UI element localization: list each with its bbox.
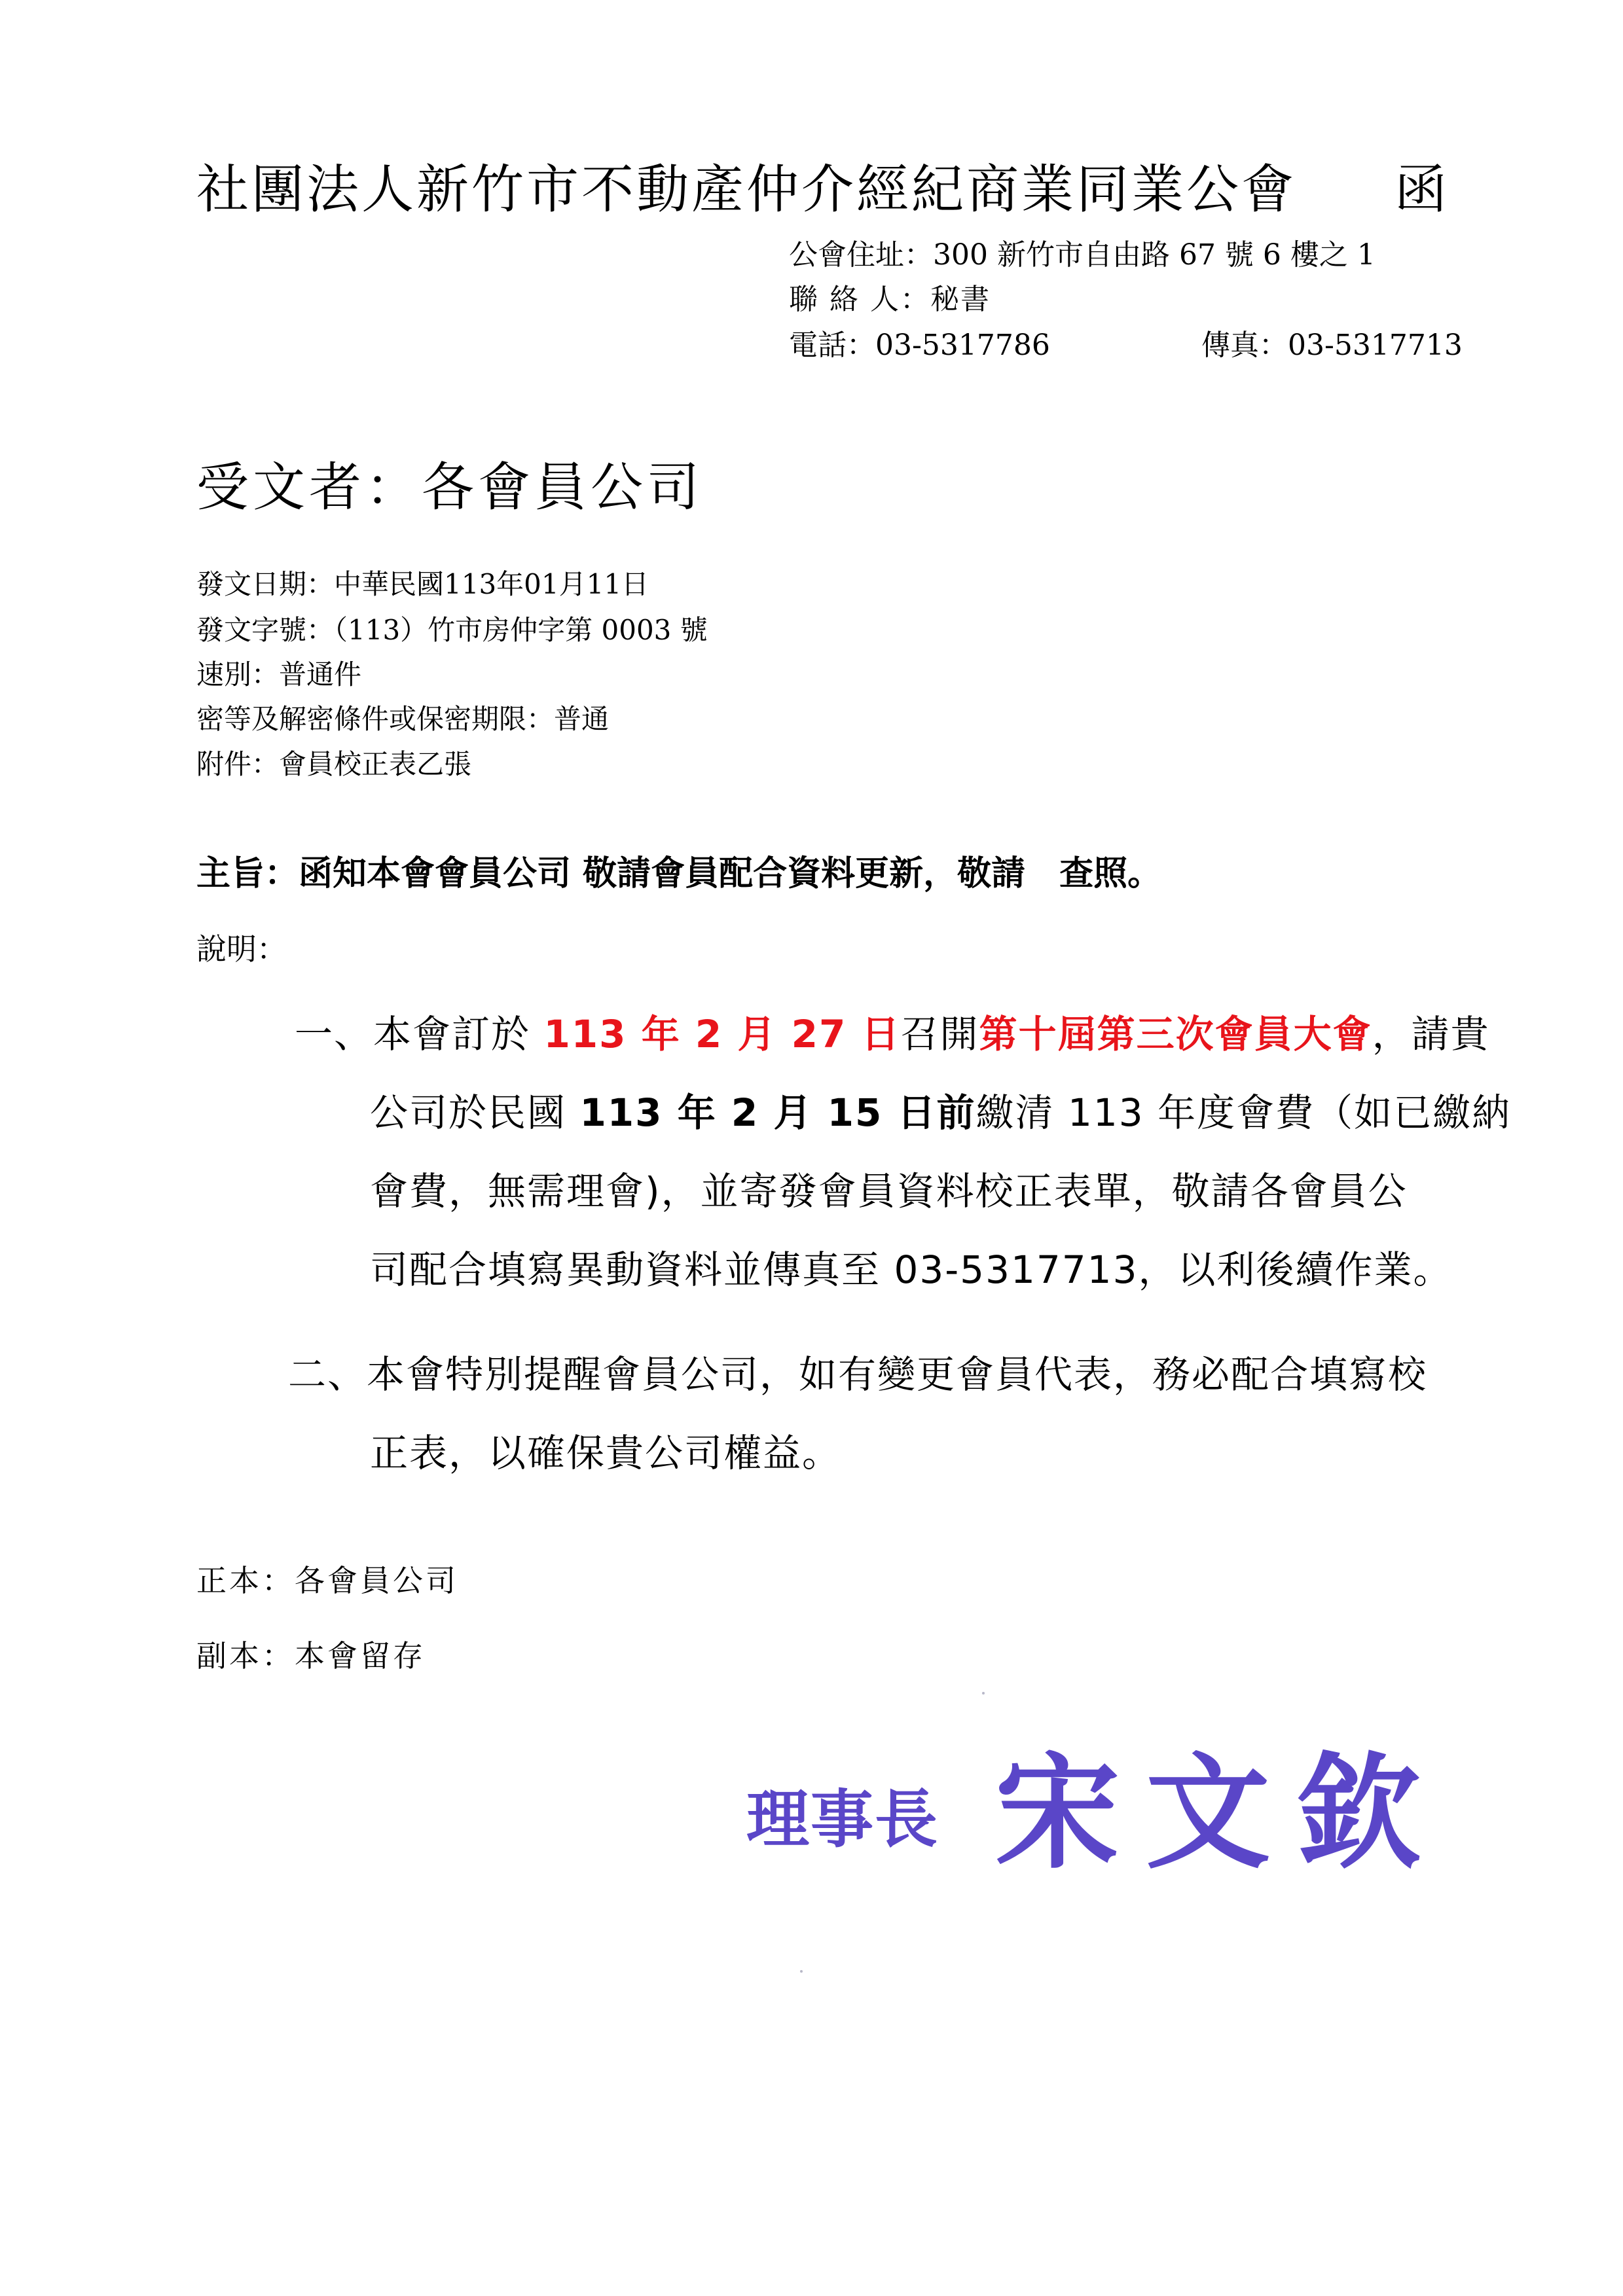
subject: 主旨：函知本會會員公司 敬請會員配合資料更新，敬請 查照。: [196, 854, 1162, 893]
document-type: 函: [1395, 159, 1447, 220]
recipient: 受文者：各會員公司: [196, 457, 703, 518]
urgency: 速別：普通件: [196, 658, 362, 691]
organization-title: 社團法人新竹市不動產仲介經紀商業同業公會: [196, 159, 1296, 220]
attachment: 附件：會員校正表乙張: [196, 748, 472, 780]
original-copy: 正本：各會員公司: [196, 1563, 458, 1598]
item-1-text: 一、本會訂於: [295, 1012, 544, 1056]
item-1-text: 公司於民國: [370, 1090, 580, 1135]
item-2-line-1: 二、本會特別提醒會員公司，如有變更會員代表，務必配合填寫校: [288, 1352, 1428, 1397]
issue-date: 發文日期：中華民國113年01月11日: [196, 568, 649, 600]
document-number: 發文字號：（113）竹市房仲字第 0003 號: [196, 614, 708, 646]
chairman-stamp-title: 理事長: [746, 1782, 939, 1856]
contact-person: 聯 絡 人：秘書: [789, 283, 991, 316]
phone-number: 電話：03-5317786: [789, 329, 1050, 362]
meeting-name: 第十屆第三次會員大會: [979, 1012, 1372, 1056]
item-1-text: 繳清 113 年度會費（如已繳納: [976, 1090, 1512, 1135]
item-1-line-3: 會費，無需理會)，並寄發會員資料校正表單，敬請各會員公: [370, 1169, 1408, 1213]
item-2-line-2: 正表，以確保貴公司權益。: [370, 1431, 842, 1475]
classification: 密等及解密條件或保密期限：普通: [196, 703, 610, 735]
scan-speck: [800, 1970, 803, 1973]
duplicate-copy: 副本：本會留存: [196, 1638, 426, 1674]
item-1-line-1: [295, 1008, 1490, 1060]
item-1-line-4: 司配合填寫異動資料並傳真至 03-5317713，以利後續作業。: [370, 1247, 1453, 1292]
meeting-date: 113 年 2 月 27 日: [543, 1012, 901, 1056]
chairman-stamp-name: 宋文欽: [995, 1740, 1448, 1886]
item-1-line-2: [370, 1086, 1511, 1139]
address: 公會住址：300 新竹市自由路 67 號 6 樓之 1: [789, 238, 1376, 272]
item-1-text: 召開: [900, 1012, 979, 1056]
item-1-text: ，請貴: [1372, 1012, 1490, 1056]
payment-deadline: 113 年 2 月 15 日前: [579, 1090, 976, 1135]
scan-speck: [982, 1692, 985, 1695]
fax-number: 傳真：03-5317713: [1201, 329, 1463, 362]
explanation-label: 說明：: [196, 931, 287, 967]
